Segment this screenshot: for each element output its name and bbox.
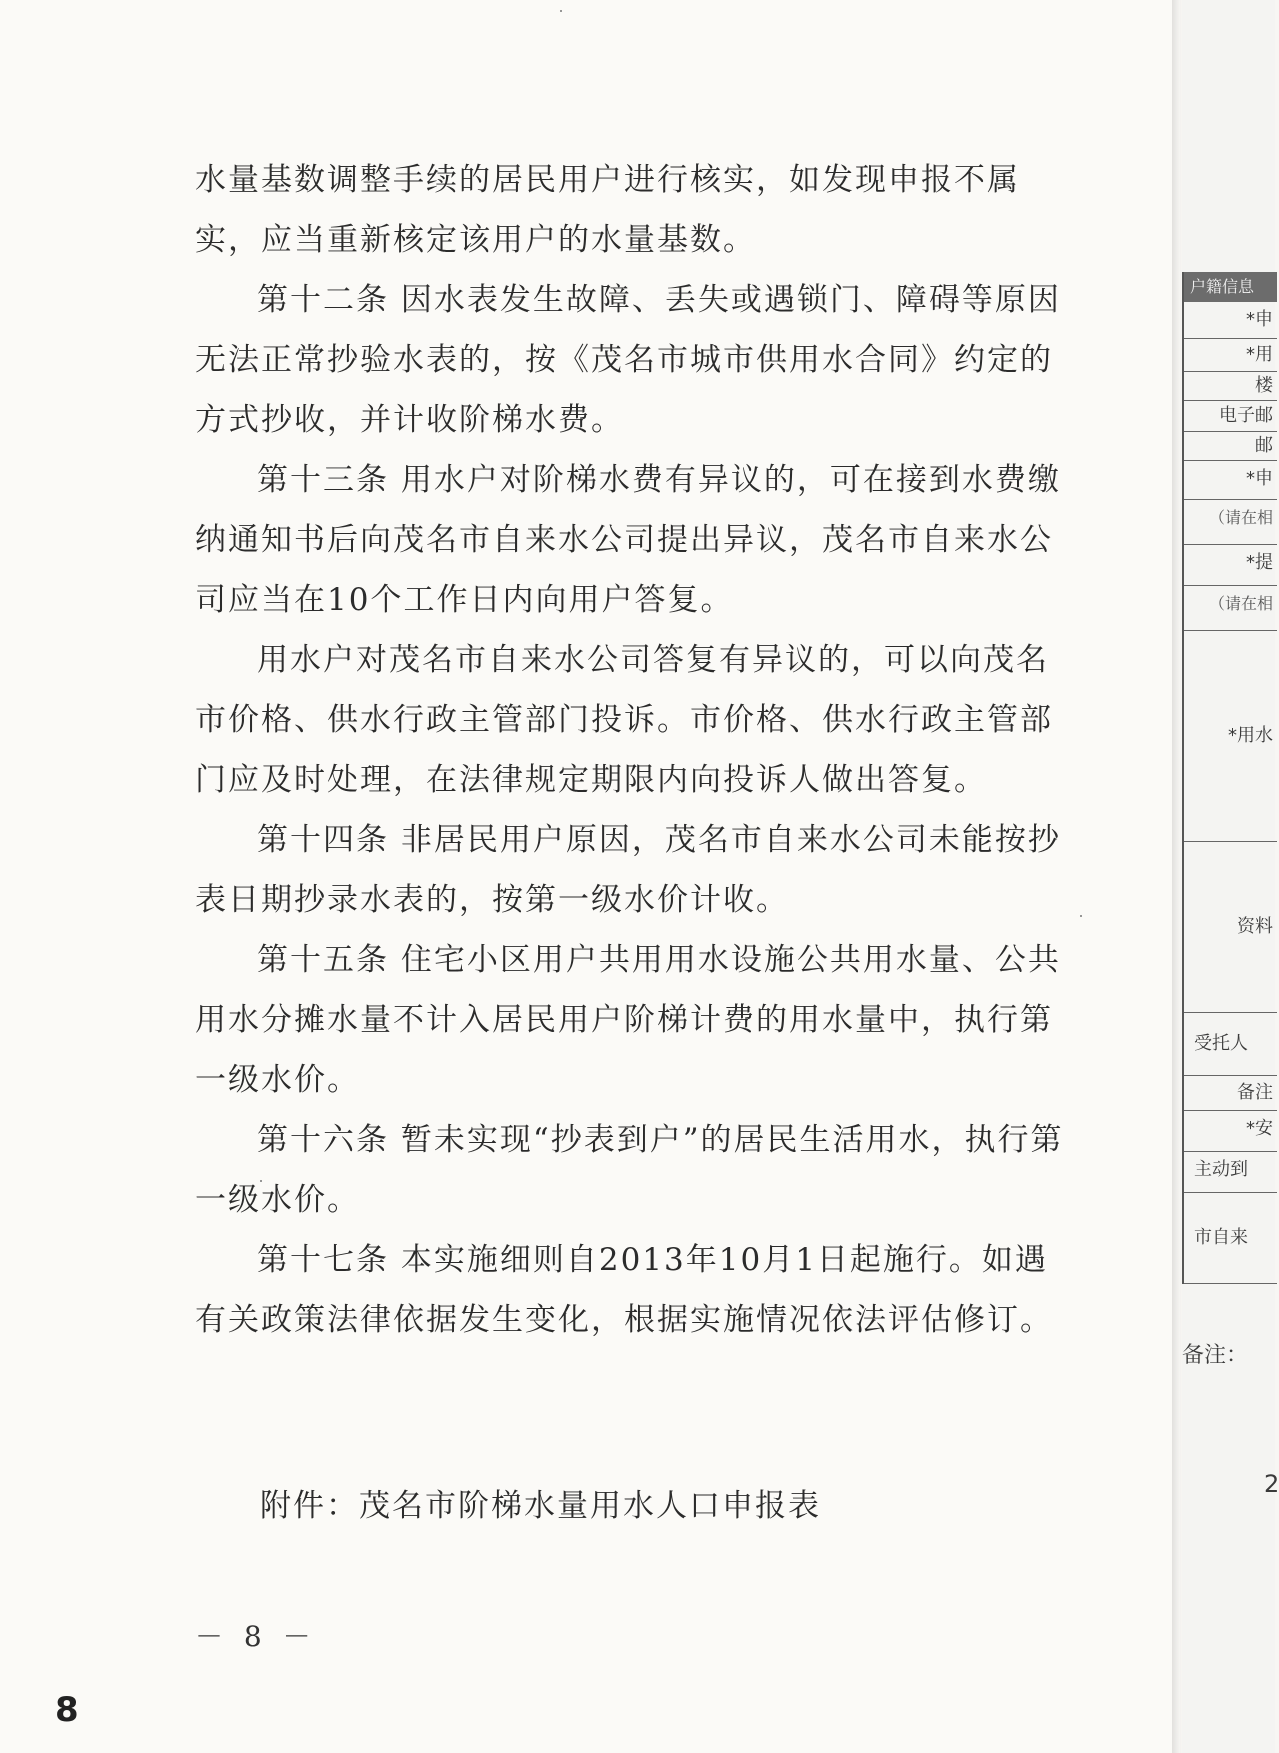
article-15: 第十五条 住宅小区用户共用用水设施公共用水量、公共用水分摊水量不计入居民用户阶梯计费的用水量中，执行第一级水价。 [195,942,1061,1098]
scan-speck [1080,915,1082,917]
form-table-row: 电子邮 [1184,401,1277,432]
form-table-row: *提 [1184,545,1277,586]
form-table-row: 主动到 [1184,1152,1277,1193]
form-table-row: （请在相 [1184,586,1277,631]
form-table-row: *申 [1184,302,1277,339]
form-page-number: 2 [1264,1470,1279,1498]
form-table-row: 市自来 [1184,1193,1277,1284]
form-table-row: 资料 [1184,842,1277,1013]
article-13-complaint: 用水户对茂名市自来水公司答复有异议的，可以向茂名市价格、供水行政主管部门投诉。市价格、供水行政主管部门应及时处理，在法律规定期限内向投诉人做出答复。 [195,642,1053,798]
article-12: 第十二条 因水表发生故障、丢失或遇锁门、障碍等原因无法正常抄验水表的，按《茂名市城市供用水合同》约定的方式抄收，并计收阶梯水费。 [195,282,1061,438]
scan-speck [260,1180,262,1182]
form-table-row: 备注 [1184,1076,1277,1111]
form-footnote: 备注： [1182,1343,1249,1368]
form-table-row: *安 [1184,1111,1277,1152]
form-table-header: 户籍信息 [1184,272,1277,302]
scan-speck [560,10,562,12]
form-table-row: *申 [1184,461,1277,500]
article-13: 第十三条 用水户对阶梯水费有异议的，可在接到水费缴纳通知书后向茂名市自来水公司提出异议，茂名市自来水公司应当在10个工作日内向用户答复。 [195,462,1061,618]
form-table-row: 受托人 [1184,1013,1277,1076]
page-number: － 8 － [195,1620,317,1653]
article-17: 第十七条 本实施细则自2013年10月1日起施行。如遇有关政策法律依据发生变化，根据实施情况依法评估修订。 [195,1242,1053,1338]
handwritten-page-number: 8 [55,1690,79,1730]
page-fold-shadow [1172,0,1182,1753]
form-table-row: 邮 [1184,432,1277,461]
next-page-edge [1182,0,1279,1753]
paragraph-continuation: 水量基数调整手续的居民用户进行核实，如发现申报不属实，应当重新核定该用户的水量基数。 [195,162,1020,258]
form-table-row: 楼 [1184,372,1277,401]
form-table-row: *用 [1184,339,1277,372]
application-form-table-edge [1182,272,1277,1284]
form-table-row: *用水 [1184,631,1277,842]
body-text [195,150,1070,1350]
article-16: 第十六条 暂未实现“抄表到户”的居民生活用水，执行第一级水价。 [195,1122,1064,1218]
form-table-row: （请在相 [1184,500,1277,545]
attachment-line: 附件：茂名市阶梯水量用水人口申报表 [260,1488,821,1524]
article-14: 第十四条 非居民用户原因，茂名市自来水公司未能按抄表日期抄录水表的，按第一级水价计收。 [195,822,1061,918]
